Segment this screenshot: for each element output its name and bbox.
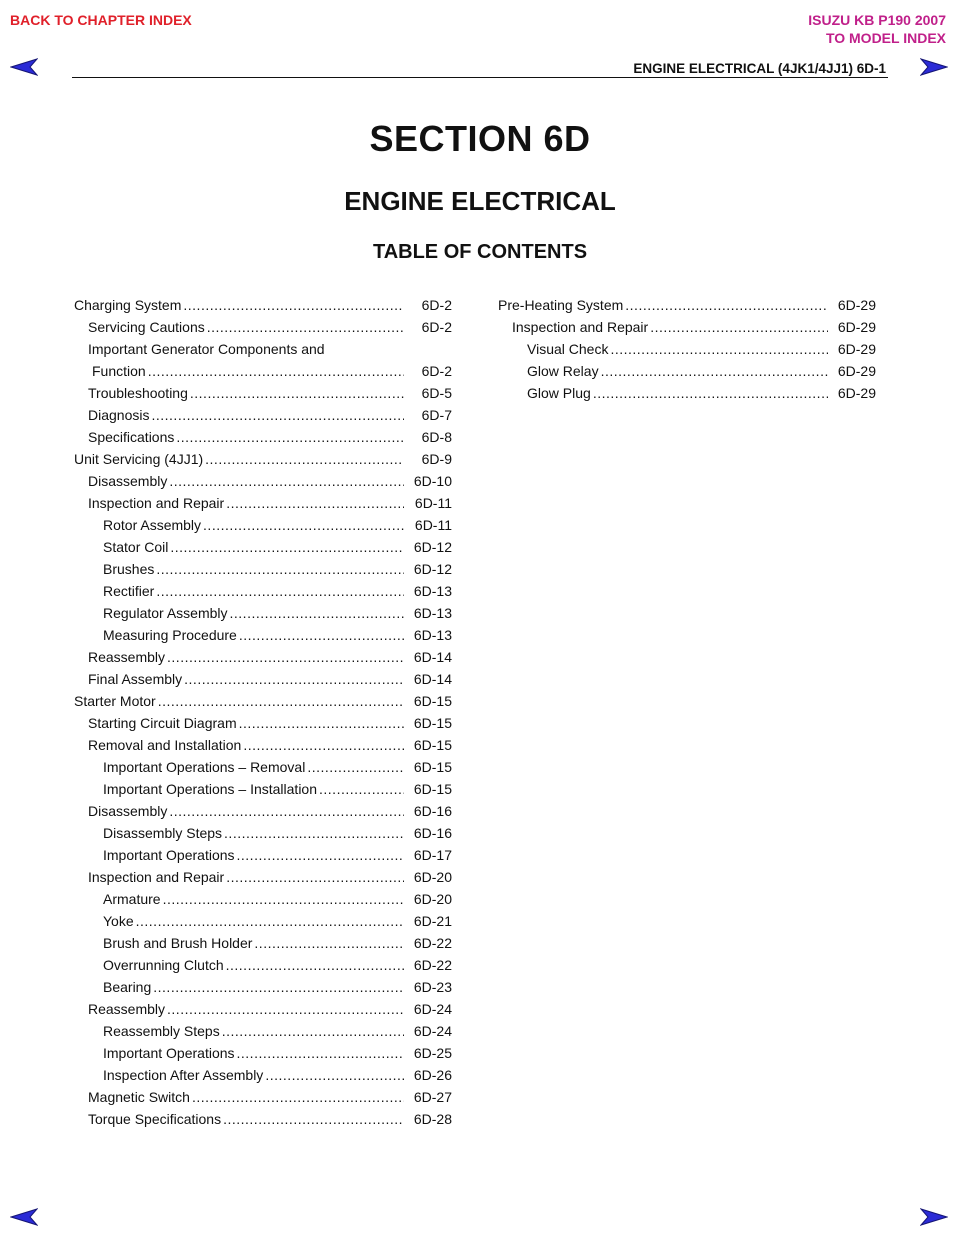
toc-entry-text: Important Operations – Removal [103, 759, 306, 775]
toc-entry-page: 6D-2 [421, 297, 452, 313]
toc-entry[interactable] [74, 712, 452, 734]
toc-dot-leader [237, 1042, 404, 1064]
toc-entry-page: 6D-29 [837, 319, 876, 335]
toc-entry-page: 6D-14 [413, 649, 452, 665]
toc-dot-leader [226, 492, 404, 514]
toc-entry-text: Function [92, 363, 146, 379]
toc-entry[interactable] [74, 888, 452, 910]
toc-entry-text: Visual Check [527, 341, 609, 357]
toc-entry-page: 6D-14 [413, 671, 452, 687]
toc-dot-leader [237, 844, 404, 866]
toc-entry-text: Torque Specifications [88, 1111, 222, 1127]
toc-entry[interactable] [74, 1086, 452, 1108]
toc-entry-page: 6D-8 [421, 429, 452, 445]
toc-dot-leader [265, 1064, 404, 1086]
toc-entry[interactable] [74, 756, 452, 778]
toc-entry-text: Charging System [74, 297, 182, 313]
toc-dot-leader [226, 866, 404, 888]
toc-entry-page: 6D-22 [413, 935, 452, 951]
toc-entry[interactable] [74, 360, 452, 382]
toc-entry-text: Servicing Cautions [88, 319, 205, 335]
toc-entry-text: Brushes [103, 561, 155, 577]
toc-entry-page: 6D-29 [837, 297, 876, 313]
toc-entry-text: Reassembly [88, 649, 166, 665]
toc-entry-text: Important Generator Components and [88, 341, 325, 357]
toc-entry-page: 6D-16 [413, 803, 452, 819]
toc-entry[interactable] [74, 536, 452, 558]
toc-entry-text: Starting Circuit Diagram [88, 715, 237, 731]
toc-entry-text: Bearing [103, 979, 152, 995]
toc-entry-text: Disassembly [88, 803, 168, 819]
toc-entry-page: 6D-29 [837, 341, 876, 357]
toc-entry-page: 6D-13 [413, 627, 452, 643]
toc-entry-text: Inspection After Assembly [103, 1067, 264, 1083]
toc-entry[interactable] [74, 932, 452, 954]
toc-entry[interactable] [74, 448, 452, 470]
toc-entry-page: 6D-15 [413, 715, 452, 731]
toc-dot-leader [226, 954, 404, 976]
toc-dot-leader [169, 470, 404, 492]
toc-entry[interactable] [74, 646, 452, 668]
toc-entry-page: 6D-22 [413, 957, 452, 973]
toc-entry-text: Reassembly [88, 1001, 166, 1017]
toc-entry[interactable] [74, 316, 452, 338]
toc-dot-leader [230, 602, 404, 624]
toc-dot-leader [243, 734, 404, 756]
toc-entry-page: 6D-13 [413, 605, 452, 621]
toc-entry[interactable] [74, 954, 452, 976]
toc-dot-leader [148, 360, 404, 382]
toc-entry[interactable] [74, 910, 452, 932]
toc-dot-leader [650, 316, 828, 338]
toc-entry-page: 6D-12 [413, 561, 452, 577]
toc-entry[interactable] [74, 668, 452, 690]
toc-entry-page: 6D-7 [421, 407, 452, 423]
toc-entry-text: Overrunning Clutch [103, 957, 224, 973]
toc-entry-page: 6D-11 [414, 517, 452, 533]
toc-entry[interactable] [74, 382, 452, 404]
toc-entry[interactable] [74, 294, 452, 316]
toc-entry-page: 6D-20 [413, 869, 452, 885]
toc-dot-leader [610, 338, 828, 360]
toc-entry-text: Stator Coil [103, 539, 169, 555]
page-header-title: ENGINE ELECTRICAL (4JK1/4JJ1) 6D-1 [633, 61, 886, 76]
toc-entry[interactable] [74, 580, 452, 602]
toc-entry-page: 6D-13 [413, 583, 452, 599]
toc-entry[interactable] [74, 822, 452, 844]
toc-entry-page: 6D-21 [413, 913, 452, 929]
toc-left-column [74, 294, 452, 1130]
previous-page-arrow-icon[interactable] [10, 1208, 38, 1226]
toc-dot-leader [153, 976, 404, 998]
toc-dot-leader [239, 624, 404, 646]
table-of-contents-heading: TABLE OF CONTENTS [372, 241, 588, 263]
toc-dot-leader [222, 1020, 404, 1042]
toc-dot-leader [625, 294, 828, 316]
toc-dot-leader [151, 404, 404, 426]
toc-entry[interactable] [498, 360, 876, 382]
toc-entry-page: 6D-15 [413, 693, 452, 709]
toc-entry-text: Magnetic Switch [88, 1089, 190, 1105]
toc-entry[interactable] [74, 998, 452, 1020]
toc-entry-text: Specifications [88, 429, 175, 445]
toc-dot-leader [169, 800, 404, 822]
toc-entry-page: 6D-15 [413, 759, 452, 775]
toc-entry-page: 6D-10 [413, 473, 452, 489]
toc-entry-page: 6D-27 [413, 1089, 452, 1105]
toc-entry[interactable] [74, 734, 452, 756]
toc-dot-leader [176, 426, 404, 448]
toc-dot-leader [190, 382, 404, 404]
toc-entry [74, 338, 452, 360]
header-divider [72, 77, 888, 78]
toc-entry-text: Measuring Procedure [103, 627, 237, 643]
toc-entry-page: 6D-15 [413, 781, 452, 797]
toc-entry-page: 6D-17 [413, 847, 452, 863]
toc-dot-leader [158, 690, 404, 712]
toc-entry[interactable] [74, 470, 452, 492]
toc-entry-page: 6D-24 [413, 1023, 452, 1039]
toc-entry-page: 6D-2 [421, 319, 452, 335]
toc-dot-leader [593, 382, 828, 404]
toc-entry-page: 6D-15 [413, 737, 452, 753]
toc-dot-leader [601, 360, 828, 382]
model-title-link[interactable]: ISUZU KB P190 2007 [808, 12, 946, 28]
toc-dot-leader [207, 316, 404, 338]
toc-entry-text: Rectifier [103, 583, 155, 599]
toc-entry[interactable] [74, 624, 452, 646]
toc-entry-text: Starter Motor [74, 693, 156, 709]
toc-entry[interactable] [74, 866, 452, 888]
toc-entry-text: Armature [103, 891, 161, 907]
toc-dot-leader [254, 932, 404, 954]
toc-entry-page: 6D-12 [413, 539, 452, 555]
toc-entry[interactable] [498, 294, 876, 316]
toc-entry-text: Troubleshooting [88, 385, 188, 401]
toc-entry-page: 6D-24 [413, 1001, 452, 1017]
toc-entry-text: Inspection and Repair [88, 869, 225, 885]
toc-entry-page: 6D-5 [421, 385, 452, 401]
toc-entry[interactable] [74, 690, 452, 712]
toc-entry[interactable] [498, 316, 876, 338]
toc-dot-leader [224, 822, 404, 844]
toc-dot-leader [163, 888, 404, 910]
toc-entry[interactable] [498, 382, 876, 404]
previous-page-arrow-icon[interactable] [10, 58, 38, 76]
toc-entry-page: 6D-2 [421, 363, 452, 379]
toc-entry-text: Rotor Assembly [103, 517, 202, 533]
toc-entry-text: Reassembly Steps [103, 1023, 220, 1039]
toc-entry-page: 6D-11 [414, 495, 452, 511]
toc-entry[interactable] [74, 1064, 452, 1086]
toc-dot-leader [167, 998, 404, 1020]
toc-entry-text: Disassembly Steps [103, 825, 223, 841]
toc-entry-text: Important Operations [103, 847, 235, 863]
toc-entry-text: Brush and Brush Holder [103, 935, 253, 951]
toc-dot-leader [183, 294, 404, 316]
toc-dot-leader [203, 514, 404, 536]
toc-entry-page: 6D-25 [413, 1045, 452, 1061]
next-page-arrow-icon[interactable] [920, 58, 948, 76]
toc-dot-leader [156, 558, 404, 580]
toc-entry[interactable] [74, 1020, 452, 1042]
toc-entry-text: Yoke [103, 913, 134, 929]
toc-entry-text: Unit Servicing (4JJ1) [74, 451, 204, 467]
toc-dot-leader [192, 1086, 404, 1108]
toc-entry-page: 6D-23 [413, 979, 452, 995]
toc-dot-leader [205, 448, 404, 470]
toc-entry-text: Important Operations [103, 1045, 235, 1061]
toc-entry-text: Important Operations – Installation [103, 781, 318, 797]
back-to-chapter-index-link[interactable]: BACK TO CHAPTER INDEX [10, 12, 192, 28]
toc-entry[interactable] [498, 338, 876, 360]
section-subtitle: ENGINE ELECTRICAL [344, 186, 616, 216]
toc-dot-leader [184, 668, 404, 690]
toc-entry[interactable] [74, 558, 452, 580]
toc-entry[interactable] [74, 778, 452, 800]
toc-entry-text: Pre-Heating System [498, 297, 624, 313]
next-page-arrow-icon[interactable] [920, 1208, 948, 1226]
toc-entry[interactable] [74, 844, 452, 866]
toc-entry[interactable] [74, 404, 452, 426]
toc-entry[interactable] [74, 602, 452, 624]
toc-entry[interactable] [74, 1108, 452, 1130]
toc-dot-leader [307, 756, 404, 778]
toc-dot-leader [136, 910, 404, 932]
toc-entry[interactable] [74, 426, 452, 448]
toc-entry[interactable] [74, 514, 452, 536]
toc-dot-leader [239, 712, 404, 734]
toc-dot-leader [167, 646, 404, 668]
toc-entry-text: Glow Plug [527, 385, 591, 401]
to-model-index-link[interactable]: TO MODEL INDEX [825, 30, 946, 46]
toc-entry-text: Regulator Assembly [103, 605, 228, 621]
toc-entry[interactable] [74, 800, 452, 822]
toc-dot-leader [319, 778, 404, 800]
toc-dot-leader [156, 580, 404, 602]
toc-entry-text: Glow Relay [527, 363, 599, 379]
toc-entry[interactable] [74, 492, 452, 514]
toc-entry-text: Removal and Installation [88, 737, 242, 753]
section-title: SECTION 6D [369, 118, 591, 159]
toc-right-column [498, 294, 876, 404]
toc-entry-page: 6D-16 [413, 825, 452, 841]
toc-entry-text: Diagnosis [88, 407, 150, 423]
toc-entry-page: 6D-29 [837, 385, 876, 401]
toc-entry-text: Inspection and Repair [88, 495, 225, 511]
toc-entry-page: 6D-28 [413, 1111, 452, 1127]
toc-entry-page: 6D-9 [421, 451, 452, 467]
toc-entry[interactable] [74, 976, 452, 998]
toc-entry-page: 6D-26 [413, 1067, 452, 1083]
toc-dot-leader [170, 536, 404, 558]
toc-dot-leader [223, 1108, 404, 1130]
toc-entry-page: 6D-20 [413, 891, 452, 907]
toc-entry[interactable] [74, 1042, 452, 1064]
toc-entry-text: Final Assembly [88, 671, 183, 687]
toc-entry-page: 6D-29 [837, 363, 876, 379]
toc-entry-text: Inspection and Repair [512, 319, 649, 335]
toc-entry-text: Disassembly [88, 473, 168, 489]
